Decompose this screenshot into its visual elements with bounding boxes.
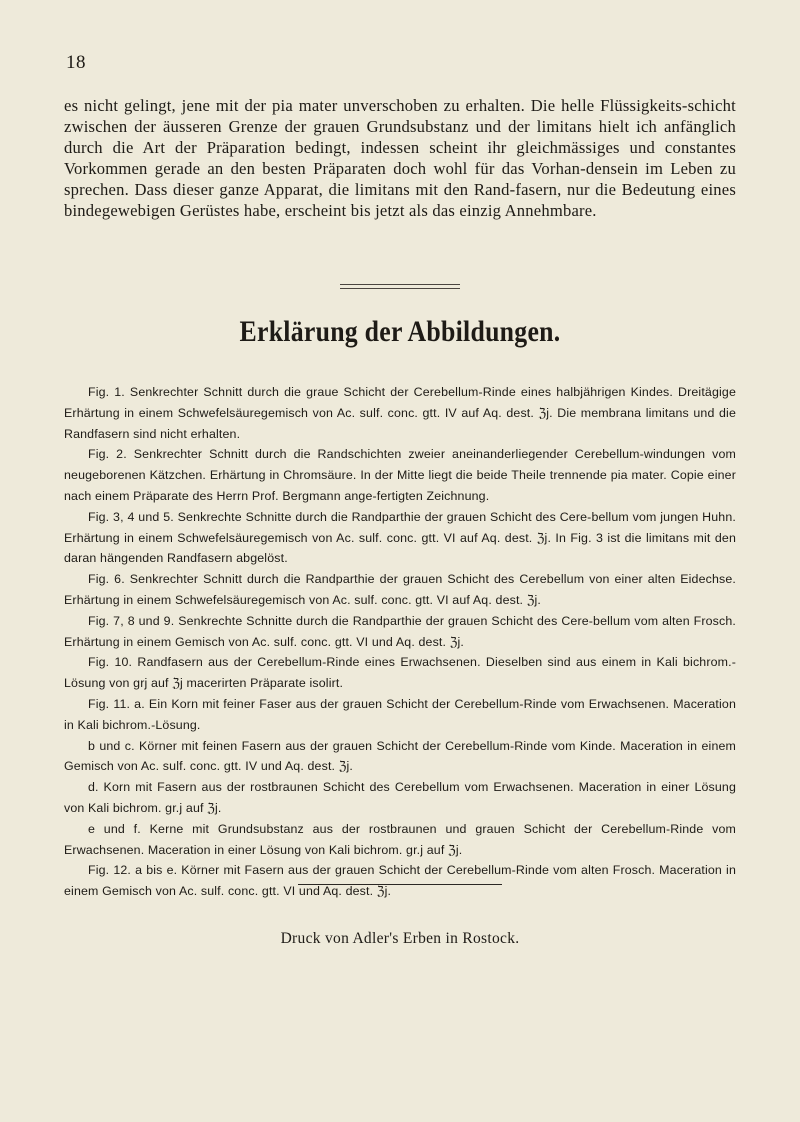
caption-fig-7-9: Fig. 7, 8 und 9. Senkrechte Schnitte durch die Randparthie der grauen Schicht des Cere-bellum vom alten Frosch. Erhärtung in einem Gemisch von Ac. sulf. conc. gtt. VI und Aq. dest. ℨj. bbox=[64, 613, 736, 649]
figure-captions bbox=[64, 382, 736, 902]
caption-fig-1: Fig. 1. Senkrechter Schnitt durch die graue Schicht der Cerebellum-Rinde eines halbjährigen Kindes. Dreitägige Erhärtung in einem Schwefelsäuregemisch von Ac. sulf. conc. gtt. IV auf Aq. dest. ℨj. Die membrana limitans und die Randfasern sind nicht erhalten. bbox=[64, 385, 736, 441]
page-number: 18 bbox=[66, 52, 86, 73]
caption-fig-11ef: e und f. Kerne mit Grundsubstanz aus der rostbraunen und grauen Schicht der Cerebellum-Rinde vom Erwachsenen. Maceration in einer Lösung von Kali bichrom. gr.j auf ℨj. bbox=[64, 821, 736, 857]
caption-fig-12: Fig. 12. a bis e. Körner mit Fasern aus der grauen Schicht der Cerebellum-Rinde vom alten Frosch. Maceration in einem Gemisch von Ac. sulf. conc. gtt. VI und Aq. dest. ℨj. bbox=[64, 863, 736, 899]
caption-fig-3-5: Fig. 3, 4 und 5. Senkrechte Schnitte durch die Randparthie der grauen Schicht des Cere-bellum vom jungen Huhn. Erhärtung in einem Schwefelsäuregemisch von Ac. sulf. conc. gtt. VI auf Aq. dest. ℨj. In Fig. 3 ist die limitans mit den daran hängenden Randfasern abgelöst. bbox=[64, 509, 736, 566]
printer-imprint: Druck von Adler's Erben in Rostock. bbox=[280, 930, 520, 947]
intro-paragraph: es nicht gelingt, jene mit der pia mater unverschoben zu erhalten. Die helle Flüssigkeits-schicht zwischen der äusseren Grenze der grauen Grundsubstanz und der limitans hielt ich anfänglich durch die Art der Präparation bedingt, indessen scheint ihr gleichmässiges und constantes Vorkommen gerade an den besten Präparaten doch wohl für das Vorhan-densein im Leben zu sprechen. Dass dieser ganze Apparat, die limitans mit den Rand-fasern, nur die Bedeutung eines bindegewebigen Gerüstes habe, erscheint bis jetzt als das einzig Annehmbare. bbox=[64, 96, 736, 220]
caption-fig-10: Fig. 10. Randfasern aus der Cerebellum-Rinde eines Erwachsenen. Dieselben sind aus einem in Kali bichrom.-Lösung von grj auf ℨj macerirten Präparate isolirt. bbox=[64, 655, 736, 691]
caption-fig-6: Fig. 6. Senkrechter Schnitt durch die Randparthie der grauen Schicht des Cerebellum von einer alten Eidechse. Erhärtung in einem Schwefelsäuregemisch von Ac. sulf. conc. gtt. VI auf Aq. dest. ℨj. bbox=[64, 572, 736, 607]
caption-fig-11a: Fig. 11. a. Ein Korn mit feiner Faser aus der grauen Schicht der Cerebellum-Rinde vom Erwachsenen. Maceration in Kali bichrom.-Lösung. bbox=[64, 696, 736, 732]
section-divider-double-rule bbox=[340, 284, 460, 289]
caption-fig-2: Fig. 2. Senkrechter Schnitt durch die Randschichten zweier aneinanderliegender Cerebellum-windungen vom neugeborenen Kätzchen. Erhärtung in Chromsäure. In der Mitte liegt die beide Theile trennende pia mater. Copie einer nach einem Präparate des Herrn Prof. Bergmann ange-fertigten Zeichnung. bbox=[64, 447, 736, 503]
closing-rule bbox=[298, 884, 502, 885]
caption-fig-11d: d. Korn mit Fasern aus der rostbraunen Schicht des Cerebellum vom Erwachsenen. Maceration in einer Lösung von Kali bichrom. gr.j auf ℨj. bbox=[64, 780, 736, 815]
section-heading: Erklärung der Abbildungen. bbox=[239, 315, 561, 348]
caption-fig-11bc: b und c. Körner mit feinen Fasern aus der grauen Schicht der Cerebellum-Rinde vom Kinde. Maceration in einem Gemisch von Ac. sulf. conc. gtt. IV und Aq. dest. ℨj. bbox=[64, 738, 736, 774]
